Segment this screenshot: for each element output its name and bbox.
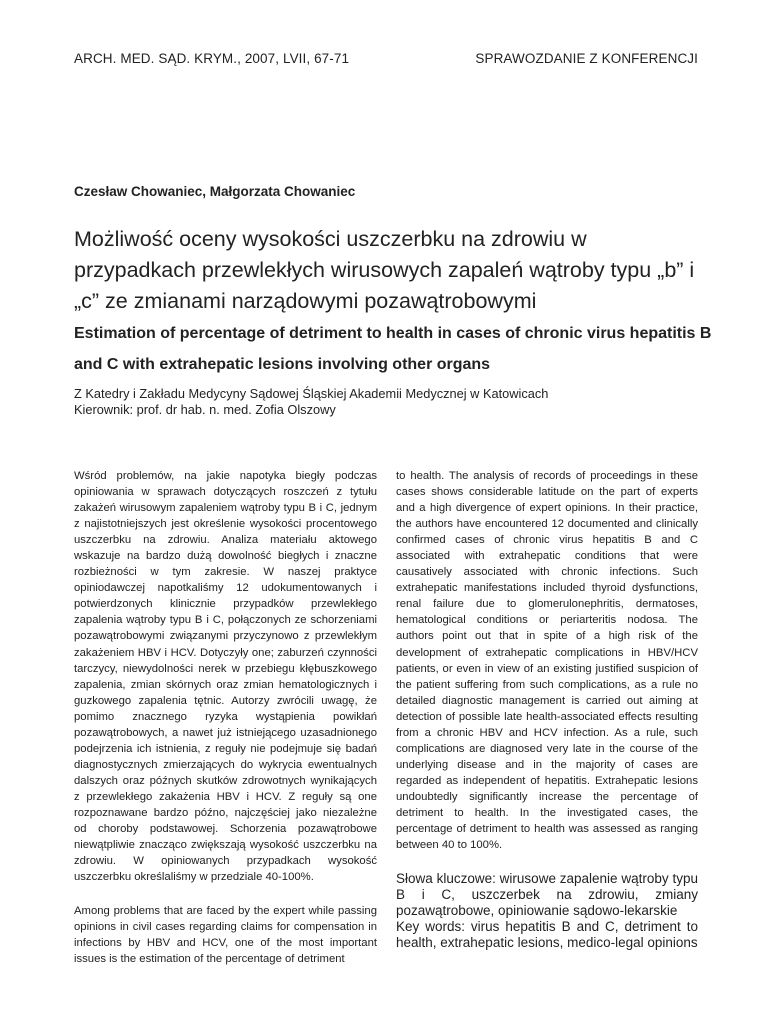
affiliation	[74, 386, 548, 418]
affiliation-department: Z Katedry i Zakładu Medycyny Sądowej Śląskiej Akademii Medycznej w Katowicach	[74, 386, 549, 401]
affiliation-head: Kierownik: prof. dr hab. n. med. Zofia Olszowy	[74, 402, 336, 417]
title-english: Estimation of percentage of detriment to health in cases of chronic virus hepatitis B and C with extrahepatic lesions involving other organs	[74, 325, 712, 373]
abstract-english-continued: to health. The analysis of records of proceedings in these cases shows considerable latitude on the part of experts and a high divergence of expert opinions. In their practice, the authors have encountered 12 documented and clinically confirmed cases of chronic virus hepatitis B and C associated with extrahepatic conditions that were causatively associated with chronic infections. Such extrahepatic manifestations included thyroid dysfunctions, renal failure due to glomerulonephritis, dermatoses, hematological conditions or periarteritis nodosa. The authors point out that in spite of a high risk of the development of extrahepatic complications in HBV/HCV patients, or even in view of an existing justified suspicion of the patient suffering from such complications, as a rule no detailed diagnostic management is carried out aiming at detection of possible late health-associated effects resulting from a chronic HBV and HCV infection. As a rule, such complications are diagnosed very late in the course of the underlying disease and in the majority of cases are regarded as independent of hepatitis. Extrahepatic lesions undoubtedly significantly increase the percentage of detriment to health. In the investigated cases, the percentage of detriment to health was assessed as ranging between 40 to 100%.	[396, 470, 698, 852]
journal-reference: ARCH. MED. SĄD. KRYM., 2007, LVII, 67-71	[74, 51, 350, 66]
left-column	[74, 468, 377, 967]
keywords-polish: Słowa kluczowe: wirusowe zapalenie wątroby typu B i C, uszczerbek na zdrowiu, zmiany pozawątrobowe, opiniowanie sądowo-lekarskie	[396, 871, 698, 919]
abstract-polish: Wśród problemów, na jakie napotyka biegły podczas opiniowania w sprawach dotyczących roszczeń z tytułu zakażeń wirusowym zapaleniem wątroby typu B i C, jednym z najistotniejszych jest określenie wysokości procentowego uszczerbku na zdrowiu. Analiza materiału aktowego wskazuje na bardzo dużą dowolność biegłych i znaczne rozbieżności w tym zakresie. W naszej praktyce opiniodawczej napotkaliśmy 12 udokumentowanych i potwierdzonych klinicznie przypadków przewlekłego zapalenia wątroby typu B i C, połączonych ze schorzeniami pozawątrobowymi związanymi przyczynowo z przewlekłym zakażeniem HBV i HCV. Dotyczyły one; zaburzeń czynności tarczycy, niewydolności nerek w przebiegu kłębuszkowego zapalenia, zmian skórnych oraz zmian hematologicznych i guzkowego zapalenia tętnic. Autorzy zwrócili uwagę, że pomimo znacznego ryzyka wystąpienia powikłań pozawątrobowych, a nawet już istniejącego uzasadnionego podejrzenia ich istnienia, z reguły nie podejmuje się badań diagnostycznych zmierzających do wykrycia ewentualnych dalszych oraz późnych skutków zdrowotnych wynikających z przewlekłego zakażenia HBV i HCV. Z reguły są one rozpoznawane bardzo późno, najczęściej jako niezależne od choroby podstawowej. Schorzenia pozawątrobowe niewątpliwie znacząco zwiększają wysokość uszczerbku na zdrowiu. W opiniowanych przypadkach wysokość uszczerbku określaliśmy w przedziale 40-100%.	[74, 470, 377, 884]
abstract-english-start: Among problems that are faced by the expert while passing opinions in civil cases regarding claims for compensation in infections by HBV and HCV, one of the most important issues is the estimation of the percentage of detriment	[74, 905, 377, 966]
authors: Czesław Chowaniec, Małgorzata Chowaniec	[74, 184, 356, 199]
title-polish: Możliwość oceny wysokości uszczerbku na zdrowiu w przypadkach przewlekłych wirusowych zapaleń wątroby typu „b” i „c” ze zmianami narządowymi pozawątrobowymi	[74, 227, 695, 313]
keywords-english: Key words: virus hepatitis B and C, detriment to health, extrahepatic lesions, medico-legal opinions	[396, 919, 698, 951]
section-label: SPRAWOZDANIE Z KONFERENCJI	[475, 51, 698, 66]
right-column	[396, 468, 698, 951]
keywords-block	[396, 871, 698, 951]
